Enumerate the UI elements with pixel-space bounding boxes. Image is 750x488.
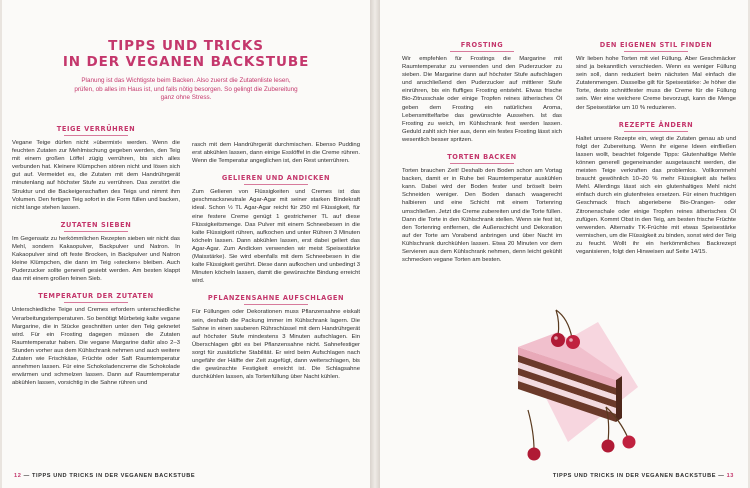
page-title (2, 38, 370, 70)
section-text-rezepte-aendern: Haltet unsere Rezepte ein, wiegt die Zutaten genau ab und folgt der Zubereitung. Wenn ihr eigene Ideen einfließen lassen wollt, beachtet folgende Tipps: Glutenhaltige Mehle können generell gegeneinander ausgetauscht werden, die meisten Teige verkraften das problemlos. Vollkornmehl braucht gewöhnlich 10–20 % mehr Flüssigkeit als helles Mehl. Allerdings lässt sich ein glutenhaltiges Mehl nicht einfach durch ein glutenfreies ersetzen. Für einen fruchtigen Geschmack frisch abgeriebene Bio-Orangen- oder Zitronenschale oder einige Tropfen reines ätherisches Öl zufügen. Kommt Obst in den Teig, am besten frische Früchte verwenden. Alternativ TK-Früchte mit etwas Speisestärke vermischen, um die Flüssigkeit zu binden, sonst wird der Teig zu feucht. Wollt ihr ein herkömmliches Backrezept veganisieren, folgt den Hinweisen auf Seite 14/15. (576, 135, 736, 255)
section-heading-teige: TEIGE VERRÜHREN (12, 125, 180, 136)
section-heading-rezepte-aendern: REZEPTE ÄNDERN (576, 121, 736, 132)
section-heading-gelieren: GELIEREN UND ANDICKEN (192, 174, 360, 185)
cake-slice-with-cherries-icon (498, 292, 648, 472)
right-page (380, 0, 748, 488)
section-text-teige: Vegane Teige dürfen nicht »übermixt« werden. Wenn die feuchten Zutaten zur Mehlmischung gegeben werden, den Teig mit einem großen Löffel zügig verrühren, bis sich alles verbunden hat. Kleinere Klümpchen stören nicht und lösen sich gut auf. Vermeidet es, die Zutaten mit dem Handrührgerät minutenlang auf höchster Stufe zu verrühren. Das zerstört die Struktur und die Backeigenschaften des Teigs und nimmt ihm Volumen. Den fertigen Teig sofort in die Form füllen und backen, nicht lange stehen lassen. (12, 140, 180, 211)
section-text-continuation: rasch mit dem Handrührgerät durchmischen. Ebenso Pudding erst abkühlen lassen, dann einige Esslöffel in die Creme rühren. Wenn die Temperatur angeglichen ist, den Rest unterrühren. (192, 142, 360, 165)
section-heading-stil: DEN EIGENEN STIL FINDEN (576, 41, 736, 52)
section-heading-frosting: FROSTING (402, 41, 562, 52)
section-text-torten-backen: Torten brauchen Zeit! Deshalb den Boden schon am Vortag backen, damit er in Ruhe bei Raumtemperatur auskühlen kann. Dabei wird der Boden fester und bröselt beim Schneiden weniger. Den Boden danach waagerecht halbieren und eine Schicht mit einem Tortenring umschließen. Jetzt die Creme zubereiten und die Torte füllen. Dann die Torte in den Kühlschrank stellen. Wenn sie fest ist, den Tortenring entfernen, die Außenschicht und Dekoration auf der Torte am Vorabend anbringen und über Nacht im Kühlschrank durchkühlen lassen. Etwa 20 Minuten vor dem Servieren aus dem Kühlschrank nehmen, denn leicht gekühlt schmecken vegane Torten am besten. (402, 168, 563, 264)
title-line-1: TIPPS UND TRICKS (108, 38, 264, 54)
title-line-2: IN DER VEGANEN BACKSTUBE (62, 54, 310, 70)
section-text-temperatur: Unterschiedliche Teige und Cremes erfordern unterschiedliche Verarbeitungstemperaturen. So benötigt Mürbeteig kalte vegane Margarine, die in Stücke geschnitten unter den Teig geknetet wird. Für ein Frosting dagegen müssen die Zutaten Raumtemperatur haben. Die vegane Margarine dafür also 2–3 Stunden vorher aus dem Kühlschrank nehmen und auch weitere Zutaten wie Frischkäse, Früchte oder Saft Raumtemperatur annehmen lassen. Für eine Schokoladencreme die Schokolade erwärmen und schmelzen lassen. Dann auf Raumtemperatur abkühlen lassen, vorsichtig in die Sahne rühren und (12, 307, 180, 387)
page-number-left: 12 (14, 473, 22, 479)
section-text-zutaten-sieben: Im Gegensatz zu herkömmlichen Rezepten sieben wir nicht das Mehl, sondern Kakaopulver, Backpulver und Natron. In Kakaopulver sind oft feste Brocken, in Backpulver und Natron kleine Klümpchen, die dann im Teig »stecken« bleiben. Auch Puderzucker sollte generell gesiebt werden. Am besten klappt das mit einem großen feinen Sieb. (12, 235, 180, 283)
left-column-1 (12, 125, 180, 396)
left-column-2 (192, 141, 360, 390)
section-text-frosting: Wir empfehlen für Frostings die Margarine mit Raumtemperatur zu verwenden und den Puderzucker zu sieben. Die Margarine dann auf höchster Stufe aufschlagen und anschließend den Puderzucker auf mittlerer Stufe einrühren, bis ein fluffiges Frosting entsteht. Etwas frische Bio-Zitrusschale oder einige Tropfen reines ätherisches Öl geben dem Frosting ein natürliches Aroma, Lebensmittelfarbe das gewünschte Aussehen. Ist das Frosting zu weich, im Kühlschrank fest werden lassen. Geduld zahlt sich hier aus, denn ein festes Frosting lässt sich wesentlich besser spritzen. (402, 56, 562, 143)
book-gutter (370, 0, 380, 488)
section-heading-temperatur: TEMPERATUR DER ZUTATEN (12, 292, 180, 303)
right-footer: TIPPS UND TRICKS IN DER VEGANEN BACKSTUBE — 13 (552, 473, 734, 479)
footer-title-right: TIPPS UND TRICKS IN DER VEGANEN BACKSTUBE (552, 473, 717, 479)
footer-title-left: TIPPS UND TRICKS IN DER VEGANEN BACKSTUBE (31, 473, 196, 479)
section-text-stil: Wir lieben hohe Torten mit viel Füllung. Aber Geschmäcker sind ja bekanntlich verschieden. Wenn es weniger Füllung sein soll, dann reduziert beim nächsten Mal einfach die Zutatenmengen. Dasselbe gilt für Speisestärke: Je höher die Torte, desto schnittfester muss die Creme für die Füllung sein. Wer eine weichere Creme bevorzugt, kann die Menge der Speisestärke um 10 % reduzieren. (576, 56, 736, 111)
intro-text: Planung ist das Wichtigste beim Backen. Also zuerst die Zutatenliste lesen, prüfen, ob alles im Haus ist, und falls nötig besorgen. So gelingt die Zubereitung ganz ohne Stress. (74, 77, 298, 101)
section-text-gelieren: Zum Gelieren von Flüssigkeiten und Cremes ist das geschmacksneutrale Agar-Agar mit seiner starken Bindekraft ideal. Schon ½ TL Agar-Agar reicht für 250 ml Flüssigkeit, für eine festere Creme genügt 1 gestrichener TL auf diese Flüssigkeitsmenge. Das Pulver mit einem Schneebesen in die kalte Flüssigkeit rühren, aufkochen und unter Rühren 3 Minuten köcheln lassen. Dann abkühlen lassen, erst dabei geliert das Agar-Agar. Zum Andicken verwenden wir meist Speisestärke (Maisstärke). Sie wird ebenfalls mit dem Schneebesen in die kalte Flüssigkeit gerührt. Diese dann aufkochen und unbedingt 3 Minuten köcheln lassen, damit die gewünschte Bindung erreicht wird. (192, 189, 360, 285)
section-text-pflanzensahne: Für Füllungen oder Dekorationen muss Pflanzensahne eiskalt sein, deshalb die Packung immer im Kühlschrank lagern. Die Sahne in einen sauberen Rührschüssel mit dem Handrührgerät auf höchster Stufe mindestens 3 Minuten aufschlagen. Ein Überschlagen gibt es bei Pflanzensahne nicht. Sahnefestiger sorgt für zusätzliche Stabilität. Er wird beim Aufschlagen nach ungefähr der Hälfte der Zeit zugefügt, dann weiterschlagen, bis die gewünschte Festigkeit erreicht ist. Die Schlagsahne durchkühlen lassen, als Tortenfüllung über Nacht kühlen. (192, 309, 360, 381)
left-footer: 12 — TIPPS UND TRICKS IN DER VEGANEN BACKSTUBE (14, 473, 196, 479)
section-heading-torten-backen: TORTEN BACKEN (402, 153, 562, 164)
right-column-1 (402, 41, 562, 273)
page-number-right: 13 (726, 473, 734, 479)
left-page (2, 0, 370, 488)
section-heading-zutaten-sieben: ZUTATEN SIEBEN (12, 221, 180, 232)
right-column-2 (576, 41, 736, 265)
section-heading-pflanzensahne: PFLANZENSAHNE AUFSCHLAGEN (192, 294, 360, 305)
